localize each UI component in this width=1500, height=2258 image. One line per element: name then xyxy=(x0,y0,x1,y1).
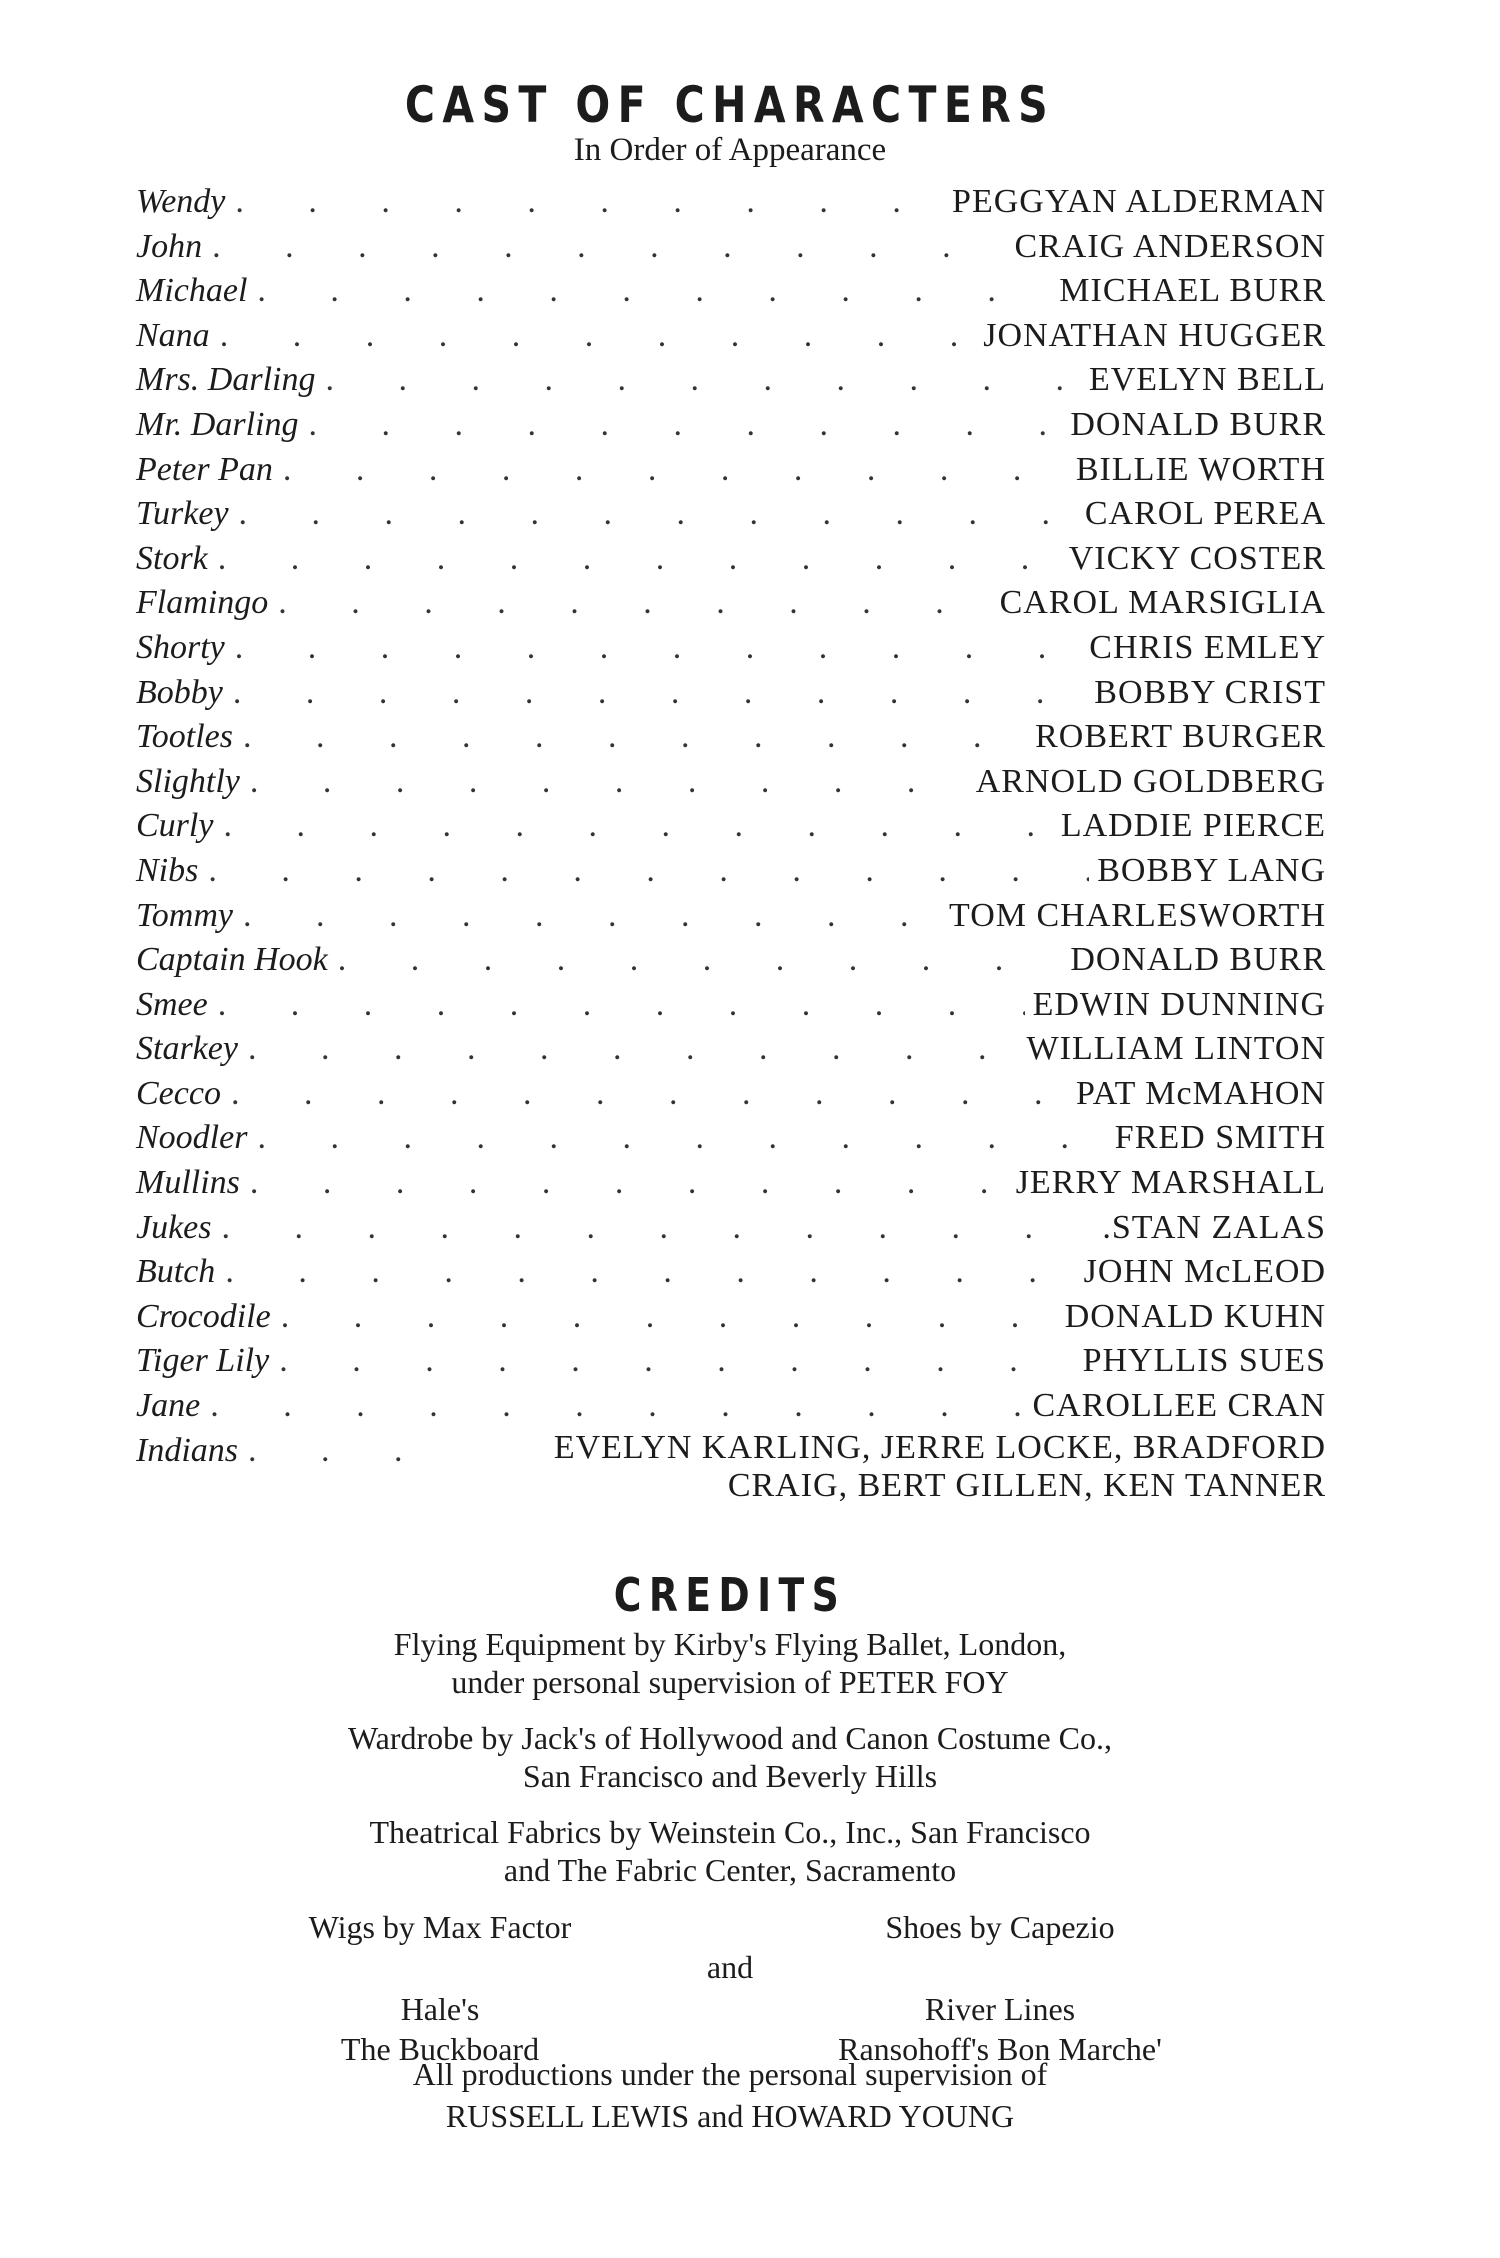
cast-row xyxy=(136,715,1326,760)
role-name: Smee xyxy=(136,985,208,1023)
cast-row xyxy=(136,983,1326,1028)
credit-flying xyxy=(0,1625,1460,1701)
dot-leader xyxy=(283,448,1068,493)
role-name: Mrs. Darling xyxy=(136,361,316,399)
cast-subtitle: In Order of Appearance xyxy=(573,132,887,168)
dot-leader xyxy=(235,626,1081,671)
role-name: Nana xyxy=(136,316,210,354)
cast-row xyxy=(136,1116,1326,1161)
cast-row xyxy=(136,1161,1326,1206)
credit-line: and The Fabric Center, Sacramento xyxy=(503,1852,957,1888)
role-name: Michael xyxy=(136,272,248,310)
cast-row xyxy=(136,492,1326,537)
actor-name: ARNOLD GOLDBERG xyxy=(975,762,1326,800)
role-name: Mr. Darling xyxy=(136,405,299,443)
credit-pair-hales-river xyxy=(0,1989,1460,2029)
cast-row xyxy=(136,1384,1326,1429)
role-name: Captain Hook xyxy=(136,941,328,979)
actor-name: PAT McMAHON xyxy=(1076,1074,1326,1112)
credit-buckboard: The Buckboard xyxy=(340,2031,540,2067)
actor-name: WILLIAM LINTON xyxy=(1026,1030,1326,1068)
cast-row xyxy=(136,314,1326,359)
cast-row xyxy=(136,1295,1326,1340)
dot-leader xyxy=(233,671,1086,716)
actor-name: DONALD BURR xyxy=(1070,405,1326,443)
supervision-line: RUSSELL LEWIS and HOWARD YOUNG xyxy=(445,2098,1015,2134)
dot-leader xyxy=(218,537,1061,582)
role-name: Wendy xyxy=(136,183,226,220)
role-name: Indians xyxy=(136,1431,238,1469)
role-name: Peter Pan xyxy=(136,450,273,488)
actor-name: BOBBY CRIST xyxy=(1094,673,1326,711)
credits-section xyxy=(0,1625,1460,2069)
dot-leader xyxy=(220,314,976,359)
dot-leader xyxy=(243,894,941,939)
cast-heading: CAST OF CHARACTERS xyxy=(404,76,1056,134)
role-name: Bobby xyxy=(136,673,223,711)
role-name: Crocodile xyxy=(136,1297,271,1335)
dot-leader xyxy=(218,983,1025,1028)
dot-leader xyxy=(308,403,1062,448)
credits-heading: CREDITS xyxy=(613,1568,847,1622)
actor-name: PEGGYAN ALDERMAN xyxy=(952,183,1326,220)
cast-row xyxy=(136,626,1326,671)
role-name: Starkey xyxy=(136,1030,238,1068)
cast-row xyxy=(136,1339,1326,1384)
role-name: Nibs xyxy=(136,851,199,889)
dot-leader xyxy=(223,804,1052,849)
actor-name: LADDIE PIERCE xyxy=(1060,807,1326,845)
dot-leader xyxy=(248,1027,1019,1072)
actor-name: CAROL MARSIGLIA xyxy=(999,584,1326,622)
credit-pair-wigs-shoes xyxy=(0,1907,1460,1947)
role-name: Curly xyxy=(136,807,214,845)
cast-row xyxy=(136,448,1326,493)
actor-name: MICHAEL BURR xyxy=(1059,272,1326,310)
cast-row-indians xyxy=(136,1429,1326,1509)
dot-leader xyxy=(248,1429,428,1474)
cast-row xyxy=(136,760,1326,805)
role-name: Turkey xyxy=(136,495,229,533)
dot-leader xyxy=(222,1206,1095,1251)
role-name: Butch xyxy=(136,1253,216,1291)
credit-river-lines: River Lines xyxy=(924,1991,1076,2027)
cast-row xyxy=(136,671,1326,716)
dot-leader xyxy=(281,1295,1057,1340)
cast-row xyxy=(136,1027,1326,1072)
role-name: Jane xyxy=(136,1387,201,1425)
credit-hales: Hale's xyxy=(400,1991,480,2027)
dot-leader xyxy=(243,715,1027,760)
credit-line: Theatrical Fabrics by Weinstein Co., Inc., San Francisco xyxy=(369,1814,1091,1850)
actor-name: CRAIG ANDERSON xyxy=(1014,227,1326,265)
credit-and: and xyxy=(706,1949,754,1985)
cast-row xyxy=(136,1072,1326,1117)
actor-line: CRAIG, BERT GILLEN, KEN TANNER xyxy=(727,1466,1326,1504)
credit-ransohoffs: Ransohoff's Bon Marche' xyxy=(838,2031,1162,2067)
dot-leader xyxy=(231,1072,1068,1117)
dot-leader xyxy=(250,760,968,805)
cast-row xyxy=(136,581,1326,626)
dot-leader xyxy=(235,180,944,225)
actor-name: ROBERT BURGER xyxy=(1035,718,1326,756)
credit-line: under personal supervision of PETER FOY xyxy=(451,1664,1009,1700)
actor-name: JERRY MARSHALL xyxy=(1015,1164,1326,1202)
dot-leader xyxy=(212,225,1006,270)
dot-leader xyxy=(338,938,1063,983)
dot-leader xyxy=(210,1384,1024,1429)
actor-name: BOBBY LANG xyxy=(1097,851,1326,889)
actor-name: CHRIS EMLEY xyxy=(1089,628,1326,666)
credit-wardrobe xyxy=(0,1719,1460,1795)
credit-fabrics xyxy=(0,1813,1460,1889)
dot-leader xyxy=(239,492,1077,537)
dot-leader xyxy=(257,1116,1106,1161)
credit-line: Wardrobe by Jack's of Hollywood and Canon Costume Co., xyxy=(348,1720,1112,1756)
cast-row xyxy=(136,1250,1326,1295)
role-name: Slightly xyxy=(136,762,240,800)
supervision-note xyxy=(0,2053,1460,2137)
cast-row xyxy=(136,180,1326,225)
actor-name: EDWIN DUNNING xyxy=(1032,985,1326,1023)
role-name: Tootles xyxy=(136,718,234,756)
actor-name: FRED SMITH xyxy=(1114,1119,1326,1157)
cast-row xyxy=(136,358,1326,403)
role-name: Jukes xyxy=(136,1208,212,1246)
role-name: Flamingo xyxy=(136,584,269,622)
cast-row xyxy=(136,849,1326,894)
cast-row xyxy=(136,269,1326,314)
credit-line: Flying Equipment by Kirby's Flying Ballet, London, xyxy=(393,1626,1067,1662)
actor-name: TOM CHARLESWORTH xyxy=(949,896,1326,934)
role-name: Cecco xyxy=(136,1074,221,1112)
cast-row xyxy=(136,537,1326,582)
cast-row xyxy=(136,938,1326,983)
dot-leader xyxy=(208,849,1089,894)
cast-row xyxy=(136,403,1326,448)
credit-line: San Francisco and Beverly Hills xyxy=(522,1758,938,1794)
cast-list xyxy=(136,180,1326,1509)
actor-name: CAROL PEREA xyxy=(1084,495,1326,533)
actor-name: VICKY COSTER xyxy=(1068,539,1326,577)
dot-leader xyxy=(325,358,1080,403)
actor-name: JOHN McLEOD xyxy=(1083,1253,1326,1291)
actor-name: DONALD KUHN xyxy=(1064,1297,1326,1335)
cast-row xyxy=(136,1206,1326,1251)
actor-name: .STAN ZALAS xyxy=(1102,1208,1326,1246)
actor-name: BILLIE WORTH xyxy=(1075,450,1326,488)
credit-wigs: Wigs by Max Factor xyxy=(308,1909,572,1945)
role-name: Tommy xyxy=(136,896,233,934)
role-name: Stork xyxy=(136,539,208,577)
cast-row xyxy=(136,804,1326,849)
actor-name: CAROLLEE CRAN xyxy=(1032,1387,1326,1425)
supervision-line: All productions under the personal supervision of xyxy=(412,2056,1048,2092)
cast-row xyxy=(136,225,1326,270)
actor-name: JONATHAN HUGGER xyxy=(983,316,1326,354)
actor-name: DONALD BURR xyxy=(1070,941,1326,979)
role-name: Noodler xyxy=(136,1119,248,1157)
dot-leader xyxy=(279,1339,1074,1384)
credit-shoes: Shoes by Capezio xyxy=(885,1909,1115,1945)
cast-row xyxy=(136,894,1326,939)
role-name: Tiger Lily xyxy=(136,1342,270,1380)
actor-name-multi xyxy=(428,1429,1326,1505)
dot-leader xyxy=(225,1250,1075,1295)
dot-leader xyxy=(257,269,1051,314)
actor-name: EVELYN BELL xyxy=(1088,361,1326,399)
role-name: Mullins xyxy=(136,1164,240,1202)
role-name: Shorty xyxy=(136,628,225,666)
role-name: John xyxy=(136,227,203,265)
dot-leader xyxy=(278,581,991,626)
actor-name: PHYLLIS SUES xyxy=(1082,1342,1326,1380)
actor-line: EVELYN KARLING, JERRE LOCKE, BRADFORD xyxy=(553,1428,1326,1466)
dot-leader xyxy=(250,1161,1008,1206)
